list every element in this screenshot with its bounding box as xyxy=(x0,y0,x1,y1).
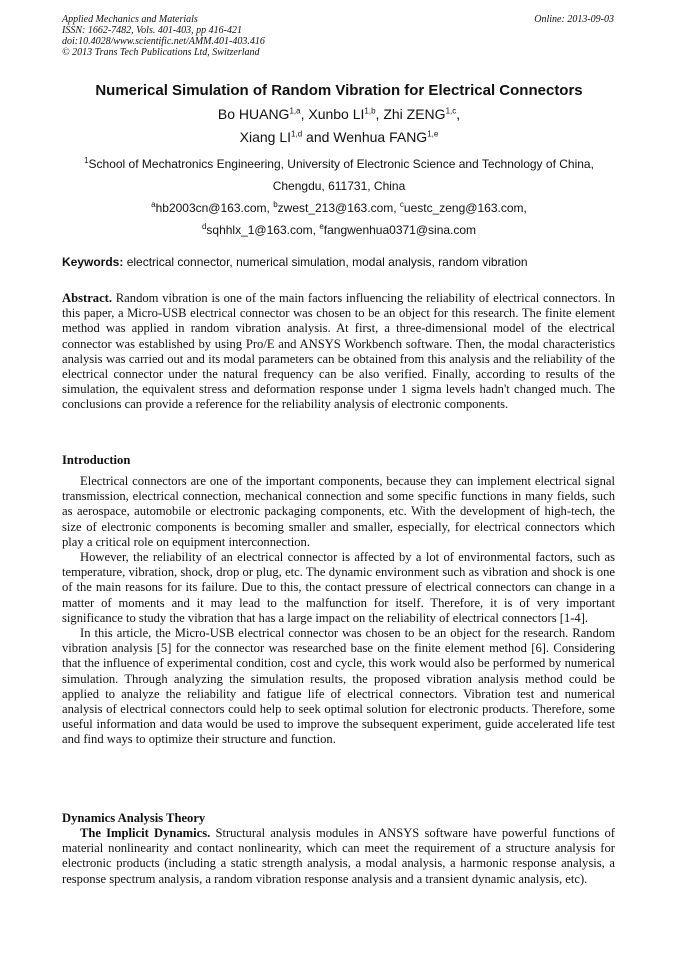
paragraph: However, the reliability of an electrical connector is affected by a lot of environmental factors, such as temperature, vibration, shock, drop or plug, etc. The dynamic environment such as vibration and shock is one of the main reasons for its failure. Due to this, the contact pressure of electrical connectors can change in a matter of moments and it may lead to the malfunction for itself. Therefore, it is of very important significance to study the vibration that has a large impact on the reliability of electrical connectors [1-4]. xyxy=(62,550,615,625)
issn-line: ISSN: 1662-7482, Vols. 401-403, pp 416-421 xyxy=(62,25,242,36)
paragraph: In this article, the Micro-USB electrical connector was chosen to be an object for the research. Random vibration analysis [5] for the connector was researched base on the finite element method [6]. Considering that the influence of experimental condition, cost and cycle, this work would also be performed by numerical simulation. Through analyzing the simulation results, the proposed vibration analysis method could be applied to analyze the reliability and fatigue life of electrical connectors. Vibration test and numerical analysis of electrical connectors could help to seek optimal solution for electronic products. Therefore, some useful information and data would be used to improve the subsequent experiment, guide accelerated life test and find ways to optimize their structure and function. xyxy=(62,626,615,747)
paragraph: Electrical connectors are one of the important components, because they can implement electrical signal transmission, electrical connection, mechanical connection and some specific functions in many fields, such as aerospace, automobile or electronic packaging components, etc. With the development of high-tech, the size of electronic components is becoming smaller and smaller, especially, for electrical connectors which play a critical role on equipment interconnection. xyxy=(62,474,615,549)
keywords xyxy=(62,255,528,269)
affiliation-line-1: $^1$School of Mechatronics Engineering, University of Electronic Science and Technology of China, xyxy=(84,156,594,171)
section-heading-introduction: Introduction xyxy=(62,453,131,467)
affiliation-line-2: Chengdu, 611731, China xyxy=(272,179,406,193)
author-name: Xiang LI xyxy=(239,129,292,145)
paper-title: Numerical Simulation of Random Vibration for Electrical Connectors xyxy=(95,82,583,99)
section-heading-dynamics: Dynamics Analysis Theory xyxy=(62,811,206,825)
keywords-label: Keywords: xyxy=(62,255,124,269)
keywords-text: electrical connector, numerical simulation, modal analysis, random vibration xyxy=(126,255,528,269)
email-link[interactable]: uestc_zeng@163.com xyxy=(403,201,524,215)
author-name: Xunbo LI xyxy=(308,106,365,122)
email-link[interactable]: hb2003cn@163.com xyxy=(155,201,267,215)
doi-line: doi:10.4028/www.scientific.net/AMM.401-403.416 xyxy=(62,36,265,47)
email-line-1: $^a$hb2003cn@163.com, $^b$zwest_213@163.com, $^c$uestc_zeng@163.com, xyxy=(151,200,527,215)
email-line-2: $^d$sqhhlx_1@163.com, $^e$fangwenhua0371@sina.com xyxy=(201,222,477,237)
author-name: Bo HUANG xyxy=(217,106,290,122)
author-name: Zhi ZENG xyxy=(383,106,446,122)
abstract xyxy=(62,291,615,413)
author-line-1: Bo HUANG$^{1,a}$, Xunbo LI$^{1,b}$, Zhi ZENG$^{1,c}$, xyxy=(217,106,461,122)
email-link[interactable]: sqhhlx_1@163.com xyxy=(206,223,313,237)
running-header xyxy=(62,14,265,58)
email-link[interactable]: zwest_213@163.com xyxy=(277,201,394,215)
paragraph: Structural analysis modules in ANSYS software have powerful functions of material nonlinearity and contact nonlinearity, which can meet the requirement of a structure analysis for electronic products (including a static strength analysis, a modal analysis, a harmonic response analysis, a response spectrum analysis, a random vibration response analysis and a transient dynamic analysis, etc). xyxy=(62,826,615,886)
author-name: Wenhua FANG xyxy=(333,129,428,145)
journal-name: Applied Mechanics and Materials xyxy=(62,14,198,25)
abstract-label: Abstract. xyxy=(62,291,113,305)
email-link[interactable]: fangwenhua0371@sina.com xyxy=(323,223,477,237)
dynamics-body xyxy=(62,826,615,887)
author-line-2: Xiang LI$^{1,d}$ and Wenhua FANG$^{1,e}$ xyxy=(239,129,439,145)
online-date: Online: 2013-09-03 xyxy=(534,14,614,25)
introduction-body xyxy=(62,474,615,748)
copyright-line: © 2013 Trans Tech Publications Ltd, Switzerland xyxy=(62,47,260,58)
subheading: The Implicit Dynamics. xyxy=(80,826,211,840)
abstract-text: Random vibration is one of the main factors influencing the reliability of electrical connectors. In this paper, a Micro-USB electrical connector was chosen to be an object for this research. The finite element method was applied in random vibration analysis. At first, a three-dimensional model of the electrical connector was established by using Pro/E and ANSYS Workbench software. Then, the modal characteristics analysis was carried out and its modal parameters can be obtained from this analysis and the reliability of the electrical connector under the natural frequency can be also verified. Finally, according to results of the simulation, the equivalent stress and deformation response under 1 sigma levels hadn't changed much. The conclusions can provide a reference for the reliability analysis of electronic components. xyxy=(62,291,615,412)
